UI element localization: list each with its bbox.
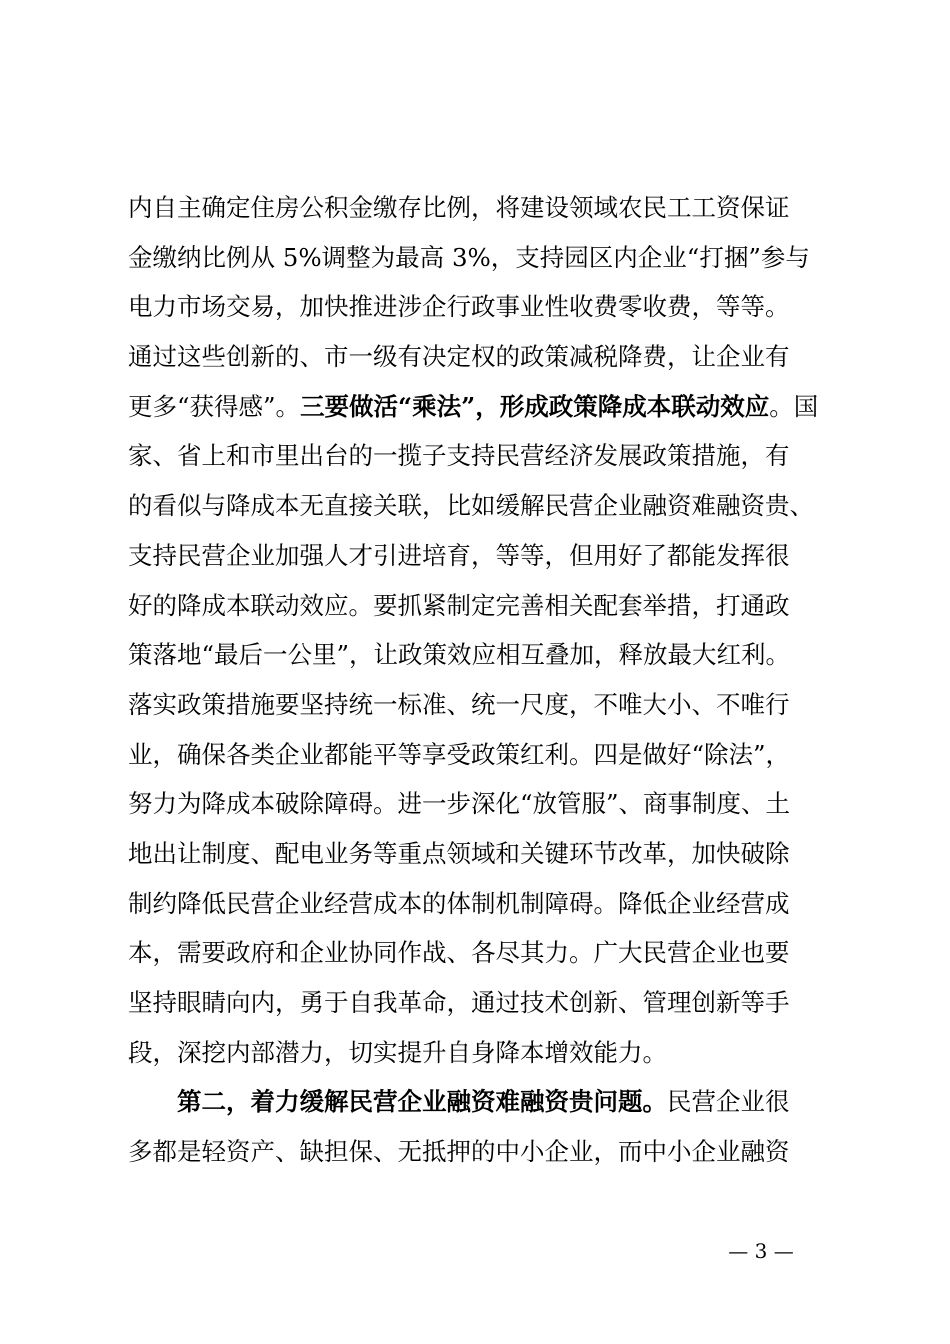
text-segment: 家、省上和市里出台的一揽子支持民营经济发展政策措施，有 [128, 441, 790, 471]
text-segment: 的看似与降成本无直接关联，比如缓解民营企业融资难融资贵、 [128, 491, 814, 521]
text-line [128, 928, 848, 978]
text-line [128, 1028, 848, 1078]
text-line [128, 233, 848, 283]
bold-text-segment: 第二，着力缓解民营企业融资难融资贵问题。 [177, 1087, 667, 1117]
text-line [128, 431, 848, 481]
text-segment: 落实政策措施要坚持统一标准、统一尺度，不唯大小、不唯行 [128, 689, 790, 719]
text-segment: 金缴纳比例从 5%调整为最高 3%，支持园区内企业“打捆”参与 [128, 242, 810, 272]
text-line [128, 1127, 848, 1177]
text-segment: 制约降低民营企业经营成本的体制机制障碍。降低企业经营成 [128, 888, 790, 918]
text-line [128, 531, 848, 581]
text-line [128, 630, 848, 680]
text-segment: 通过这些创新的、市一级有决定权的政策减税降费，让企业有 [128, 342, 790, 372]
text-segment: 段，深挖内部潜力，切实提升自身降本增效能力。 [128, 1037, 667, 1067]
text-segment: 内自主确定住房公积金缴存比例，将建设领域农民工工资保证 [128, 193, 790, 222]
text-line [128, 829, 848, 879]
text-line [128, 382, 848, 432]
text-line [128, 282, 848, 332]
text-segment: 地出让制度、配电业务等重点领域和关键环节改革，加快破除 [128, 838, 790, 868]
text-line [128, 879, 848, 929]
text-segment: 业，确保各类企业都能平等享受政策红利。四是做好“除法”， [128, 739, 791, 769]
text-line [128, 779, 848, 829]
text-line [128, 1077, 848, 1127]
text-segment: 策落地“最后一公里”，让政策效应相互叠加，释放最大红利。 [128, 640, 791, 670]
text-line [128, 481, 848, 531]
text-line [128, 332, 848, 382]
bold-text-segment: 三要做活“乘法”，形成政策降成本联动效应 [300, 391, 770, 421]
text-segment: 多都是轻资产、缺担保、无抵押的中小企业，而中小企业融资 [128, 1137, 790, 1167]
text-segment: 民营企业很 [667, 1087, 790, 1117]
text-segment: 努力为降成本破除障碍。进一步深化“放管服”、商事制度、土 [128, 789, 791, 819]
text-segment: 更多“获得感”。 [128, 391, 301, 421]
text-line [128, 680, 848, 730]
text-segment: 。国 [769, 391, 819, 421]
text-segment: 支持民营企业加强人才引进培育，等等，但用好了都能发挥很 [128, 540, 790, 570]
text-line [128, 183, 848, 233]
text-segment: 坚持眼睛向内，勇于自我革命，通过技术创新、管理创新等手 [128, 988, 790, 1017]
text-line [128, 581, 848, 631]
body-text [128, 183, 848, 1177]
text-segment: 电力市场交易，加快推进涉企行政事业性收费零收费，等等。 [128, 292, 790, 322]
page-number: — 3 — [728, 1239, 794, 1263]
text-line [128, 730, 848, 780]
text-segment: 好的降成本联动效应。要抓紧制定完善相关配套举措，打通政 [128, 590, 790, 620]
text-segment: 本，需要政府和企业协同作战、各尽其力。广大民营企业也要 [128, 938, 790, 968]
text-line [128, 978, 848, 1028]
